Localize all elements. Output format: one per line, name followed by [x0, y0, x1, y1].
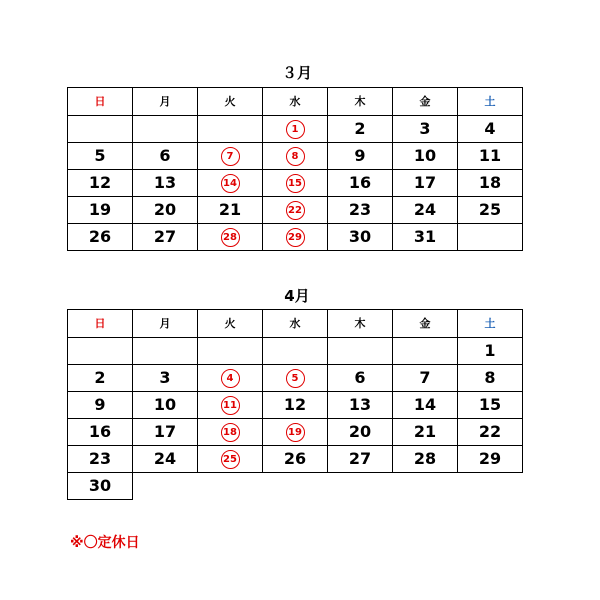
legend-text: 定休日: [97, 535, 140, 551]
day-cell: 9: [68, 392, 133, 419]
day-cell: 19: [68, 197, 133, 224]
weekday-header: 火: [198, 310, 263, 338]
weekday-header: 水: [263, 88, 328, 116]
weekday-header: 土: [458, 88, 523, 116]
day-cell: 24: [133, 446, 198, 473]
march-title: ３月: [281, 64, 312, 82]
day-cell: 26: [263, 446, 328, 473]
closed-day-circle: 5: [286, 369, 305, 388]
day-cell: 9: [328, 143, 393, 170]
empty-day-cell: [198, 338, 263, 365]
day-cell: 6: [133, 143, 198, 170]
day-cell: 26: [68, 224, 133, 251]
empty-day-cell: [263, 338, 328, 365]
week-row: [68, 365, 523, 392]
weekday-header: 月: [133, 88, 198, 116]
legend-circle-icon: 〇: [83, 535, 98, 551]
day-cell: 11: [458, 143, 523, 170]
day-cell: [263, 170, 328, 197]
day-cell: [198, 419, 263, 446]
empty-day-cell: [393, 338, 458, 365]
day-cell: 20: [328, 419, 393, 446]
week-row: [68, 446, 523, 473]
april-title: 4月: [284, 287, 310, 305]
day-cell: 13: [133, 170, 198, 197]
day-cell: 13: [328, 392, 393, 419]
week-row: [68, 170, 523, 197]
closed-day-circle: 11: [221, 396, 240, 415]
closed-day-circle: 18: [221, 423, 240, 442]
day-cell: 16: [68, 419, 133, 446]
blank-area: [198, 473, 263, 500]
blank-area: [263, 473, 328, 500]
day-cell: 12: [263, 392, 328, 419]
empty-day-cell: [328, 338, 393, 365]
week-row: [68, 338, 523, 365]
day-cell: 16: [328, 170, 393, 197]
closed-day-circle: 15: [286, 174, 305, 193]
day-cell: 5: [68, 143, 133, 170]
day-cell: 14: [393, 392, 458, 419]
empty-day-cell: [68, 338, 133, 365]
day-cell: 24: [393, 197, 458, 224]
day-cell: [263, 143, 328, 170]
week-row: [68, 224, 523, 251]
day-cell: 31: [393, 224, 458, 251]
weekday-header: 金: [393, 88, 458, 116]
weekday-header: 日: [68, 88, 133, 116]
weekday-header: 月: [133, 310, 198, 338]
closed-day-circle: 22: [286, 201, 305, 220]
day-cell: [198, 170, 263, 197]
day-cell: 4: [458, 116, 523, 143]
day-cell: [198, 365, 263, 392]
weekday-header: 金: [393, 310, 458, 338]
weekday-header: 水: [263, 310, 328, 338]
day-cell: 18: [458, 170, 523, 197]
day-cell: [198, 224, 263, 251]
day-cell: 17: [133, 419, 198, 446]
closed-day-circle: 1: [286, 120, 305, 139]
weekday-header: 木: [328, 310, 393, 338]
day-cell: [263, 365, 328, 392]
april-calendar: [67, 309, 523, 500]
weekday-header-row: [68, 88, 523, 116]
day-cell: 27: [133, 224, 198, 251]
day-cell: 30: [68, 473, 133, 500]
day-cell: 28: [393, 446, 458, 473]
weekday-header: 日: [68, 310, 133, 338]
day-cell: 27: [328, 446, 393, 473]
day-cell: [263, 116, 328, 143]
day-cell: 12: [68, 170, 133, 197]
closed-day-circle: 19: [286, 423, 305, 442]
week-row: [68, 143, 523, 170]
closed-day-circle: 7: [221, 147, 240, 166]
closed-day-circle: 8: [286, 147, 305, 166]
day-cell: 1: [458, 338, 523, 365]
day-cell: 10: [133, 392, 198, 419]
day-cell: 3: [393, 116, 458, 143]
closed-day-circle: 4: [221, 369, 240, 388]
blank-area: [328, 473, 393, 500]
week-row: [68, 419, 523, 446]
day-cell: 25: [458, 197, 523, 224]
closed-day-circle: 28: [221, 228, 240, 247]
closed-day-circle: 25: [221, 450, 240, 469]
day-cell: 21: [393, 419, 458, 446]
day-cell: 23: [328, 197, 393, 224]
day-cell: 8: [458, 365, 523, 392]
blank-area: [133, 473, 198, 500]
day-cell: 29: [458, 446, 523, 473]
week-row: [68, 197, 523, 224]
weekday-header: 土: [458, 310, 523, 338]
weekday-header: 木: [328, 88, 393, 116]
day-cell: 22: [458, 419, 523, 446]
empty-day-cell: [133, 116, 198, 143]
day-cell: 3: [133, 365, 198, 392]
day-cell: 2: [328, 116, 393, 143]
legend-closed-days: [70, 534, 140, 552]
week-row: [68, 473, 523, 500]
march-calendar: [67, 87, 523, 251]
day-cell: 23: [68, 446, 133, 473]
weekday-header-row: [68, 310, 523, 338]
day-cell: 15: [458, 392, 523, 419]
empty-day-cell: [198, 116, 263, 143]
empty-day-cell: [133, 338, 198, 365]
weekday-header: 火: [198, 88, 263, 116]
day-cell: 30: [328, 224, 393, 251]
empty-day-cell: [458, 224, 523, 251]
week-row: [68, 116, 523, 143]
blank-area: [393, 473, 458, 500]
day-cell: 17: [393, 170, 458, 197]
day-cell: [198, 392, 263, 419]
day-cell: 20: [133, 197, 198, 224]
day-cell: [198, 446, 263, 473]
day-cell: 21: [198, 197, 263, 224]
week-row: [68, 392, 523, 419]
blank-area: [458, 473, 523, 500]
legend-mark: ※: [70, 535, 84, 551]
empty-day-cell: [68, 116, 133, 143]
day-cell: 6: [328, 365, 393, 392]
day-cell: [263, 197, 328, 224]
day-cell: [263, 419, 328, 446]
day-cell: 7: [393, 365, 458, 392]
closed-day-circle: 29: [286, 228, 305, 247]
day-cell: 10: [393, 143, 458, 170]
day-cell: [198, 143, 263, 170]
day-cell: 2: [68, 365, 133, 392]
day-cell: [263, 224, 328, 251]
closed-day-circle: 14: [221, 174, 240, 193]
